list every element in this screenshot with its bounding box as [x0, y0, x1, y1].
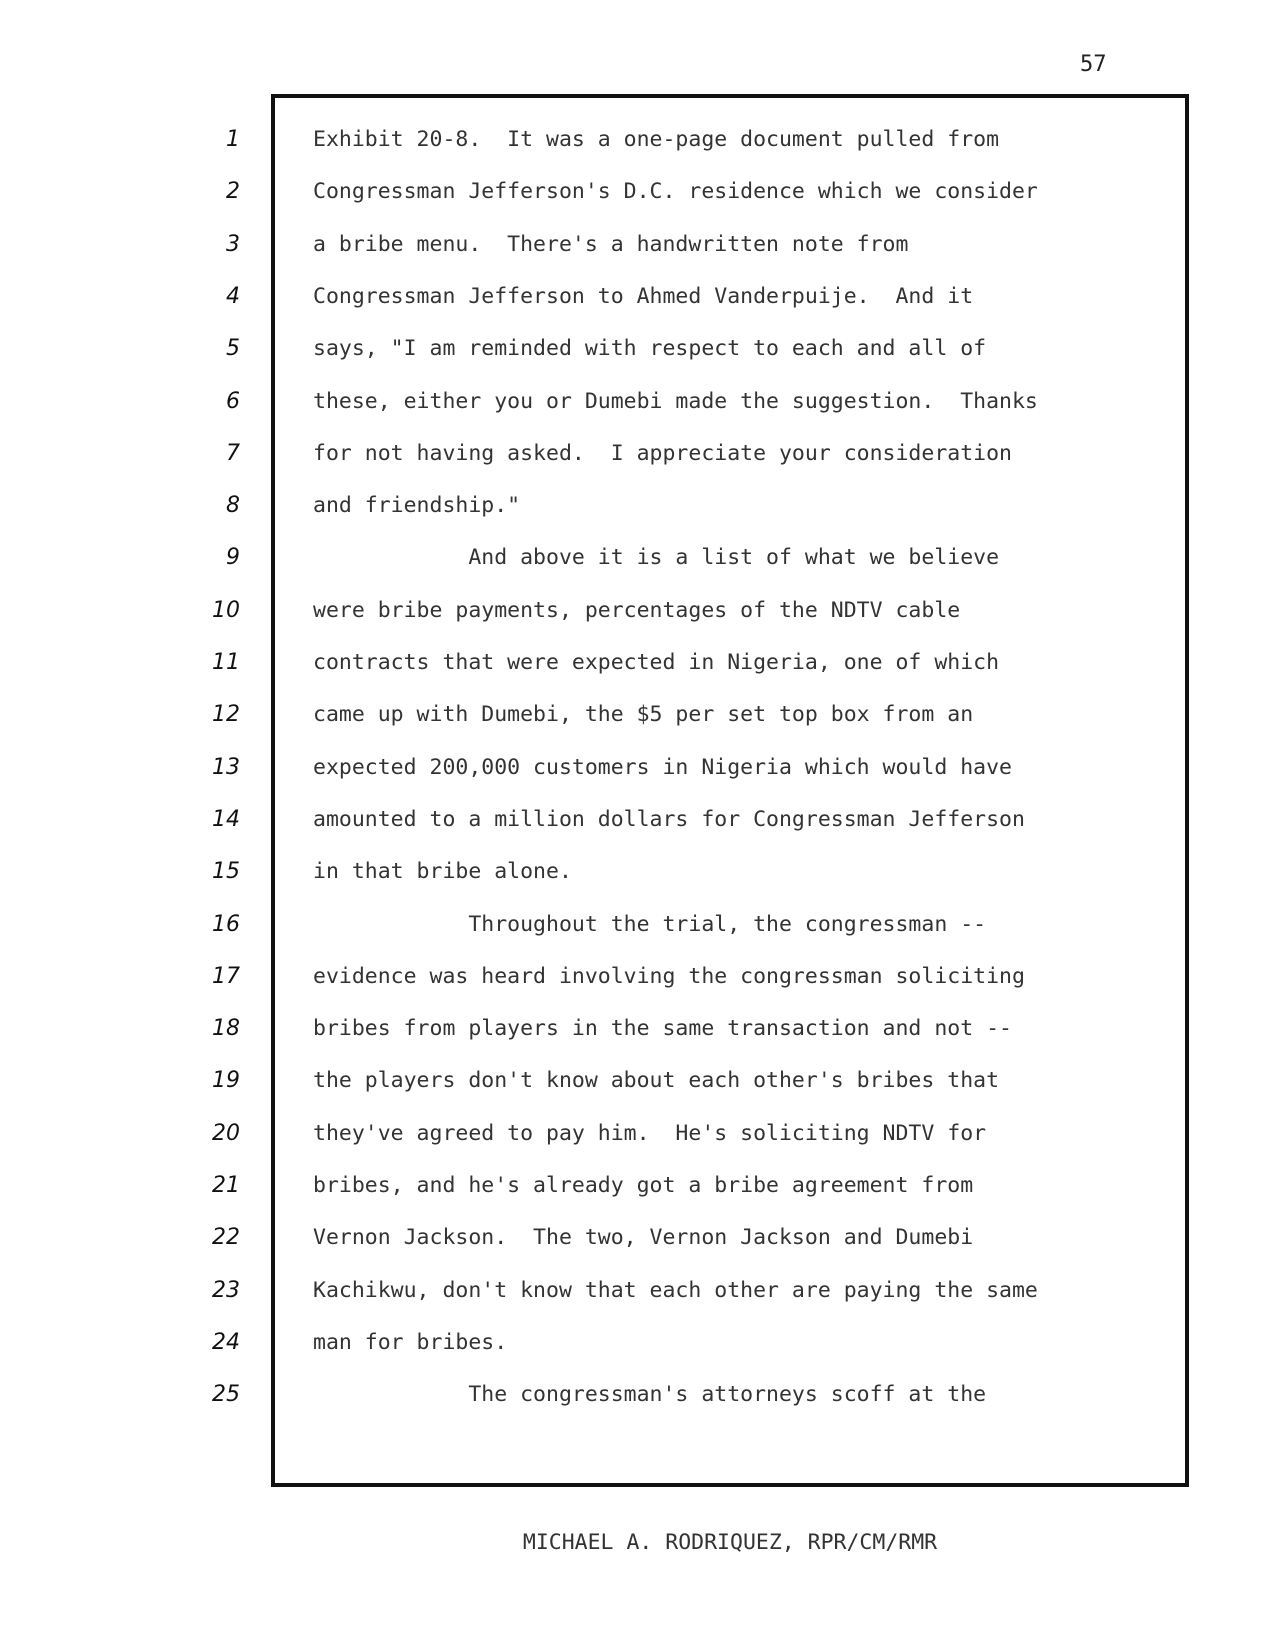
transcript-line: Exhibit 20-8. It was a one-page document pulled from	[313, 127, 1000, 152]
line-number: 7	[226, 440, 240, 466]
transcript-line: Kachikwu, don't know that each other are paying the same	[313, 1277, 1038, 1303]
reporter-footer: MICHAEL A. RODRIQUEZ, RPR/CM/RMR	[522, 1530, 938, 1555]
line-number: 11	[212, 650, 240, 675]
line-number: 20	[212, 1120, 240, 1146]
line-number: 1	[226, 127, 240, 152]
transcript-line: Throughout the trial, the congressman --	[313, 911, 987, 937]
line-number: 18	[212, 1016, 240, 1042]
transcript-line: Congressman Jefferson's D.C. residence which we consider	[313, 179, 1038, 205]
transcript-line: And above it is a list of what we believe	[313, 545, 1000, 571]
line-number: 15	[212, 859, 240, 885]
line-number: 5	[226, 336, 240, 362]
line-number: 17	[212, 963, 240, 989]
line-number: 3	[226, 231, 240, 257]
transcript-line: for not having asked. I appreciate your consideration	[313, 440, 1012, 466]
transcript-line: Vernon Jackson. The two, Vernon Jackson and Dumebi	[313, 1225, 974, 1251]
line-number: 21	[212, 1173, 240, 1198]
transcript-line: came up with Dumebi, the $5 per set top box from an	[313, 702, 974, 728]
line-number: 13	[212, 754, 240, 780]
transcript-line: amounted to a million dollars for Congressman Jefferson	[313, 806, 1025, 832]
transcript-line: bribes from players in the same transaction and not --	[313, 1016, 1012, 1042]
transcript-line: were bribe payments, percentages of the NDTV cable	[313, 597, 961, 623]
line-number: 10	[212, 597, 240, 623]
transcript-line: man for bribes.	[313, 1329, 508, 1355]
transcript-line: and friendship."	[313, 493, 521, 519]
transcript-line: Congressman Jefferson to Ahmed Vanderpuije. And it	[313, 283, 974, 309]
line-number: 16	[212, 911, 240, 937]
transcript-line: a bribe menu. There's a handwritten note from	[313, 231, 909, 257]
line-number: 19	[212, 1068, 240, 1094]
transcript-line: in that bribe alone.	[313, 859, 572, 885]
line-number: 24	[212, 1329, 240, 1355]
transcript-line: The congressman's attorneys scoff at the	[313, 1382, 987, 1408]
line-number: 14	[212, 806, 240, 832]
line-number: 12	[212, 702, 240, 728]
transcript-line: they've agreed to pay him. He's soliciting NDTV for	[313, 1120, 987, 1146]
line-number: 4	[226, 283, 240, 309]
transcript-line: says, "I am reminded with respect to each and all of	[313, 336, 987, 362]
line-number: 22	[212, 1225, 240, 1251]
page-number: 57	[1080, 52, 1107, 77]
line-number: 23	[212, 1277, 240, 1303]
transcript-line: evidence was heard involving the congressman soliciting	[313, 963, 1025, 989]
line-number: 8	[226, 493, 240, 519]
transcript-line: bribes, and he's already got a bribe agreement from	[313, 1173, 974, 1198]
line-number: 25	[212, 1382, 240, 1408]
line-number: 9	[226, 545, 240, 571]
line-number: 2	[226, 179, 240, 205]
transcript-line: these, either you or Dumebi made the suggestion. Thanks	[313, 388, 1038, 414]
transcript-line: the players don't know about each other's bribes that	[313, 1068, 1000, 1094]
transcript-line: contracts that were expected in Nigeria, one of which	[313, 650, 1000, 675]
line-number: 6	[226, 388, 240, 414]
transcript-line: expected 200,000 customers in Nigeria which would have	[313, 754, 1012, 780]
